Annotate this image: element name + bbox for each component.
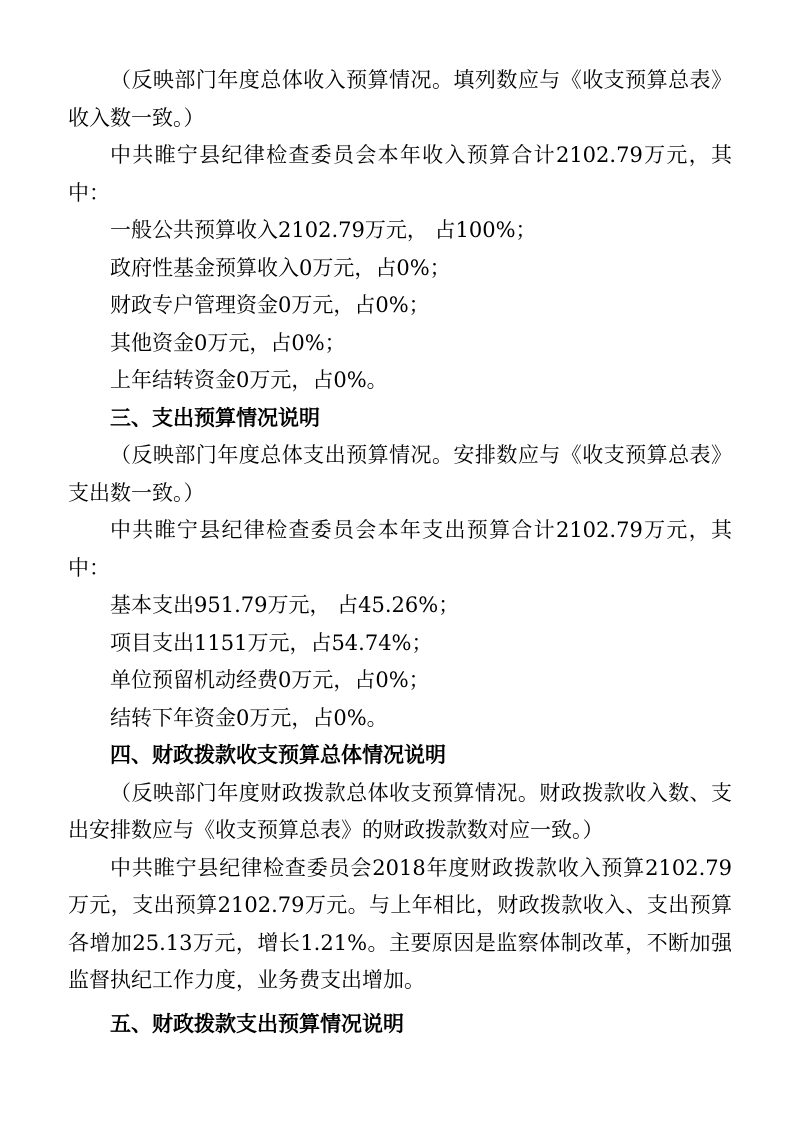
income-item-general-budget: 一般公共预算收入2102.79万元， 占100%； [110, 218, 537, 242]
expenditure-summary: 中共睢宁县纪律检查委员会本年支出预算合计2102.79万元，其中： [68, 518, 732, 580]
expenditure-item-project: 项目支出1151万元，占54.74%； [110, 630, 433, 655]
income-summary: 中共睢宁县纪律检查委员会本年收入预算合计2102.79万元，其中： [68, 143, 732, 205]
fiscal-expenditure-heading: 五、财政拨款支出预算情况说明 [110, 1011, 404, 1036]
income-item-carryover: 上年结转资金0万元，占0%。 [110, 368, 388, 392]
income-note: （反映部门年度总体收入预算情况。填列数应与《收支预算总表》收入数一致。） [68, 68, 732, 130]
expenditure-note: （反映部门年度总体支出预算情况。安排数应与《收支预算总表》支出数一致。） [68, 443, 732, 505]
expenditure-item-carry-forward: 结转下年资金0万元，占0%。 [110, 705, 388, 730]
fiscal-overview-body: 中共睢宁县纪律检查委员会2018年度财政拨款收入预算2102.79万元，支出预算2102.79万元。与上年相比，财政拨款收入、支出预算各增加25.13万元，增长1.21%。主要原因是监察体制改革，不断加强监督执纪工作力度，业务费支出增加。 [68, 855, 732, 992]
fiscal-overview-heading: 四、财政拨款收支预算总体情况说明 [110, 743, 446, 767]
income-item-other-funds: 其他资金0万元，占0%； [110, 330, 346, 355]
income-item-special-account: 财政专户管理资金0万元，占0%； [110, 293, 430, 317]
income-item-government-fund: 政府性基金预算收入0万元，占0%； [110, 255, 451, 280]
document-page [68, 62, 732, 1043]
fiscal-overview-note: （反映部门年度财政拨款总体收支预算情况。财政拨款收入数、支出安排数应与《收支预算总表》的财政拨款数对应一致。） [68, 780, 732, 842]
expenditure-item-basic: 基本支出951.79万元， 占45.26%； [110, 593, 460, 617]
expenditure-item-reserve: 单位预留机动经费0万元，占0%； [110, 668, 430, 692]
expenditure-heading: 三、支出预算情况说明 [110, 405, 320, 430]
